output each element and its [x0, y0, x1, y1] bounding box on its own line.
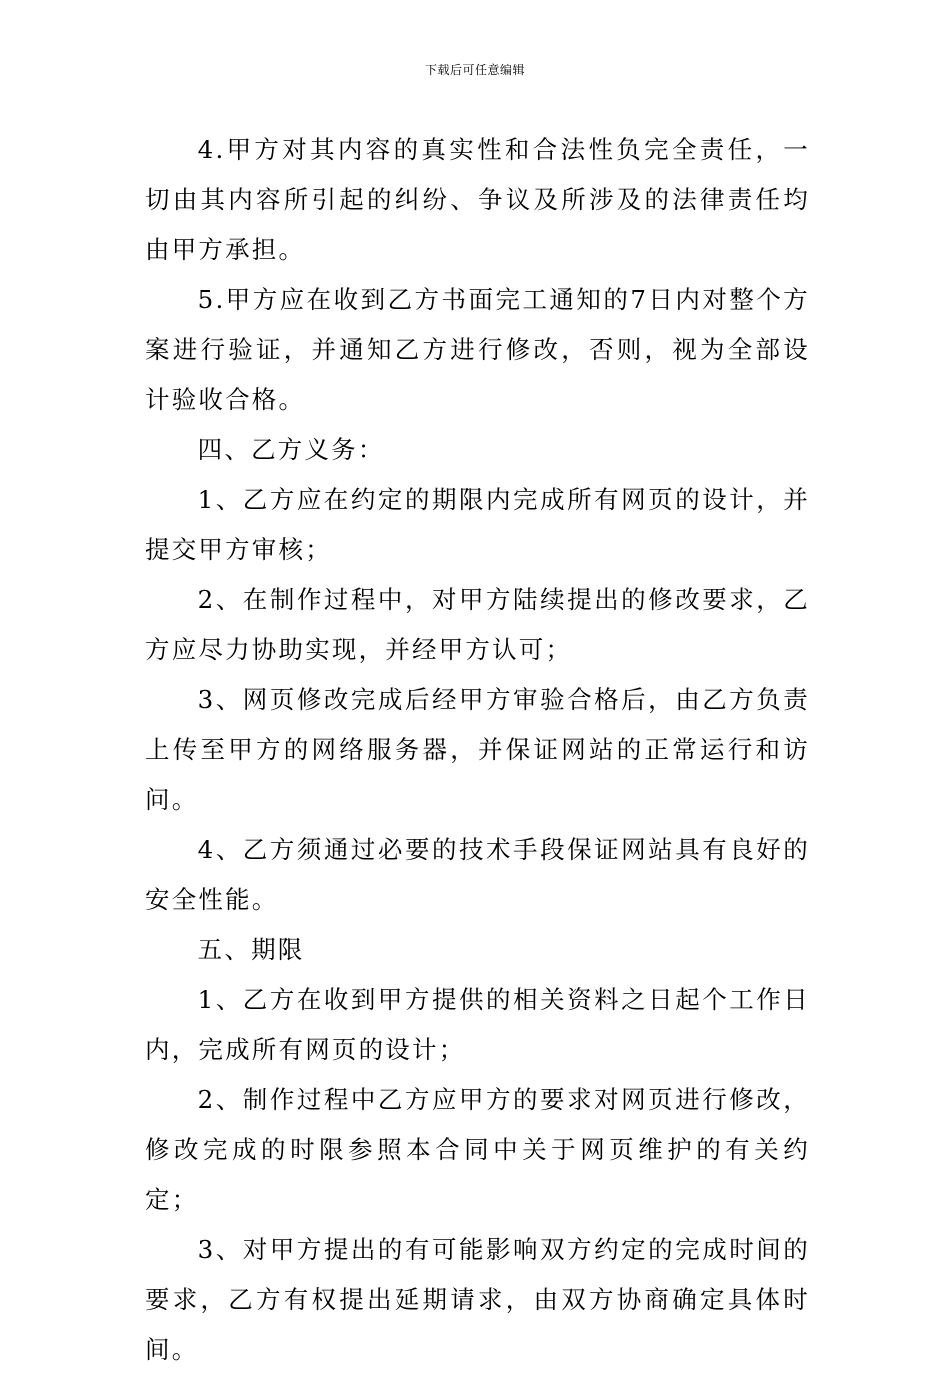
- paragraph-clause-4: 4.甲方对其内容的真实性和合法性负完全责任，一切由其内容所引起的纠纷、争议及所涉及的法律责任均由甲方承担。: [145, 135, 810, 264]
- paragraph-clause-5: 5.甲方应在收到乙方书面完工通知的7日内对整个方案进行验证，并通知乙方进行修改，否则，视为全部设计验收合格。: [145, 285, 810, 414]
- paragraph-obligation-3: 3、网页修改完成后经甲方审验合格后，由乙方负责上传至甲方的网络服务器，并保证网站的正常运行和访问。: [145, 685, 810, 814]
- paragraph-term-3: 3、对甲方提出的有可能影响双方约定的完成时间的要求，乙方有权提出延期请求，由双方协商确定具体时间。: [145, 1235, 810, 1364]
- section-heading-term: 五、期限: [197, 935, 305, 964]
- paragraph-obligation-4: 4、乙方须通过必要的技术手段保证网站具有良好的安全性能。: [145, 835, 810, 914]
- document-body: [145, 125, 810, 1375]
- paragraph-obligation-2: 2、在制作过程中，对甲方陆续提出的修改要求，乙方应尽力协助实现，并经甲方认可；: [145, 585, 810, 664]
- paragraph-term-2: 2、制作过程中乙方应甲方的要求对网页进行修改，修改完成的时限参照本合同中关于网页维护的有关约定；: [145, 1085, 810, 1214]
- page-header-note: 下载后可任意编辑: [424, 63, 525, 77]
- paragraph-term-1: 1、乙方在收到甲方提供的相关资料之日起个工作日内，完成所有网页的设计；: [145, 985, 810, 1064]
- section-heading-party-b-obligations: 四、乙方义务：: [197, 435, 385, 464]
- paragraph-obligation-1: 1、乙方应在约定的期限内完成所有网页的设计，并提交甲方审核；: [145, 485, 810, 564]
